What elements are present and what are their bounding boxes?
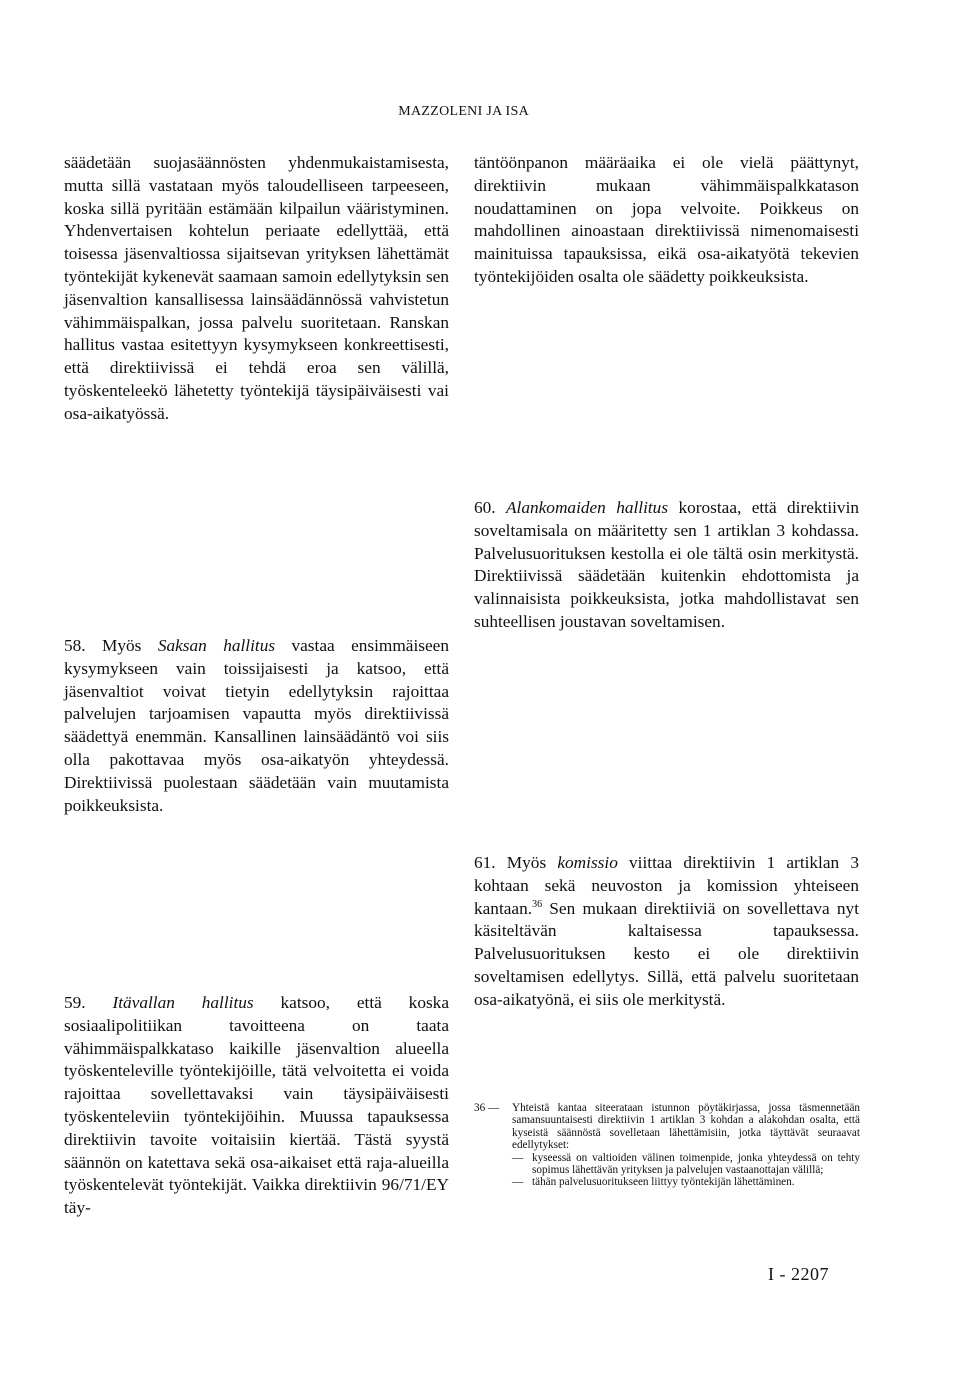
paragraph-number: 61. [474, 853, 496, 872]
paragraph-number: 58. [64, 636, 86, 655]
paragraph-number: 60. [474, 498, 496, 517]
paragraph-58: 58. Myös Saksan hallitus vastaa ensimmäiseen kysymykseen vain toissijaisesti ja katsoo, että jäsenvaltiot voivat tietyin edellytyksin rajoittaa palvelujen tarjoamisen vapautta myös direktiivissä säädettyä enemmän. Kansallinen lainsäädäntö voi siis olla pakottavaa myös osa-aikatyön yhteydessä. Direktiivissä puolestaan säädetään vain muutamista poikkeuksista. [64, 636, 449, 815]
emphasis: Itävallan hallitus [112, 993, 254, 1012]
right-paragraph-continued [474, 152, 859, 289]
footnote-list [474, 1152, 860, 1189]
emphasis: Alankomaiden hallitus [506, 498, 669, 517]
page-number: I - 2207 [768, 1264, 829, 1284]
footnote-text: Yhteistä kantaa siteerataan istunnon pöytäkirjassa, jossa täsmennetään samansuuntaisesti direktiivin 1 artiklan 3 kohdan a alakohdan osalta, että kyseistä säännöstä sovelletaan lähettämisiin, jotka täyttävät seuraavat edellytykset: [512, 1102, 860, 1152]
paragraph-number: 59. [64, 993, 86, 1012]
paragraph-61: 61. Myös komissio viittaa direktiivin 1 artiklan 3 kohtaan sekä neuvoston ja komission yhteiseen kantaan.$^{36}$ Sen mukaan direktiiviä on sovellettava nyt käsiteltävän kaltaisessa tapauksessa. Palvelusuorituksen kesto ei ole direktiivin soveltamisen edellytys. Sillä, että palvelu suoritetaan osa-aikatyönä, ei siis ole merkitystä. [474, 853, 859, 1009]
paragraph-text: täntöönpanon määräaika ei ole vielä päättynyt, direktiivin mukaan vähimmäispalkkatason noudattaminen on jopa velvoite. Poikkeus on mahdollinen ainoastaan direktiivissä nimenomaisesti mainituissa tapauksissa, eikä osa-aikatyötä tekevien työntekijöiden osalta ole säädetty poikkeuksista. [474, 153, 859, 286]
running-head: MAZZOLENI JA ISA [398, 104, 529, 119]
footnote-number: 36 — [474, 1102, 500, 1114]
paragraph-60: 60. Alankomaiden hallitus korostaa, että direktiivin soveltamisala on määritetty sen 1 artiklan 3 kohdassa. Palvelusuorituksen kestolla ei ole tältä osin merkitystä. Direktiivissä säädetään kuitenkin ehdottomista ja valinnaisista poikkeuksista, jotka mahdollistavat sen suhteellisen joustavan soveltamisen. [474, 498, 860, 631]
footnote-36 [474, 1102, 860, 1189]
list-item: — tähän palvelusuoritukseen liittyy työntekijän lähettäminen. [512, 1176, 795, 1189]
left-paragraph-continued [64, 152, 449, 426]
footnote-reference[interactable]: 36 [532, 898, 543, 910]
emphasis: komissio [557, 853, 618, 872]
paragraph-text: säädetään suojasäännösten yhdenmukaistamisesta, mutta sillä vastataan myös taloudelliseen tarpeeseen, koska sillä pyritään estämään kilpailun vääristyminen. Yhdenvertaisen kohtelun periaate edellyttää, että toisessa jäsenvaltiossa sijaitsevan yrityksen lähettämät työntekijät kykenevät saamaan samoin edellytyksin sen jäsenvaltion kansallisessa lainsäädännössä vahvistetun vähimmäispalkan, jossa palvelu suoritetaan. Ranskan hallitus vastaa esitettyyn kysymykseen konkreettisesti, että direktiivissä ei tehdä eroa sen välillä, työskenteleekö lähetetty työntekijä täysipäiväisesti vai osa-aikatyössä. [64, 153, 449, 423]
list-item: — kyseessä on valtioiden välinen toimenpide, jonka yhteydessä on tehty sopimus lähettävän yrityksen ja palvelujen vastaanottajan välillä; [512, 1151, 860, 1177]
paragraph-59: 59. Itävallan hallitus katsoo, että koska sosiaalipolitiikan tavoitteena on taata vähimmäispalkkataso kaikille jäsenvaltion alueella työskenteleville työntekijöille, tätä velvoitetta ei voida rajoittaa sovellettavaksi vain täysipäiväisesti työskenteleviin työntekijöihin. Muussa tapauksessa direktiivin tavoite voitaisiin kiertää. Tästä syystä säännön on katettava sekä osa-aikaiset että raja-alueilla työskentelevät työntekijät. Vaikka direktiivin 96/71/EY täy- [64, 993, 449, 1218]
emphasis: Saksan hallitus [157, 636, 276, 655]
